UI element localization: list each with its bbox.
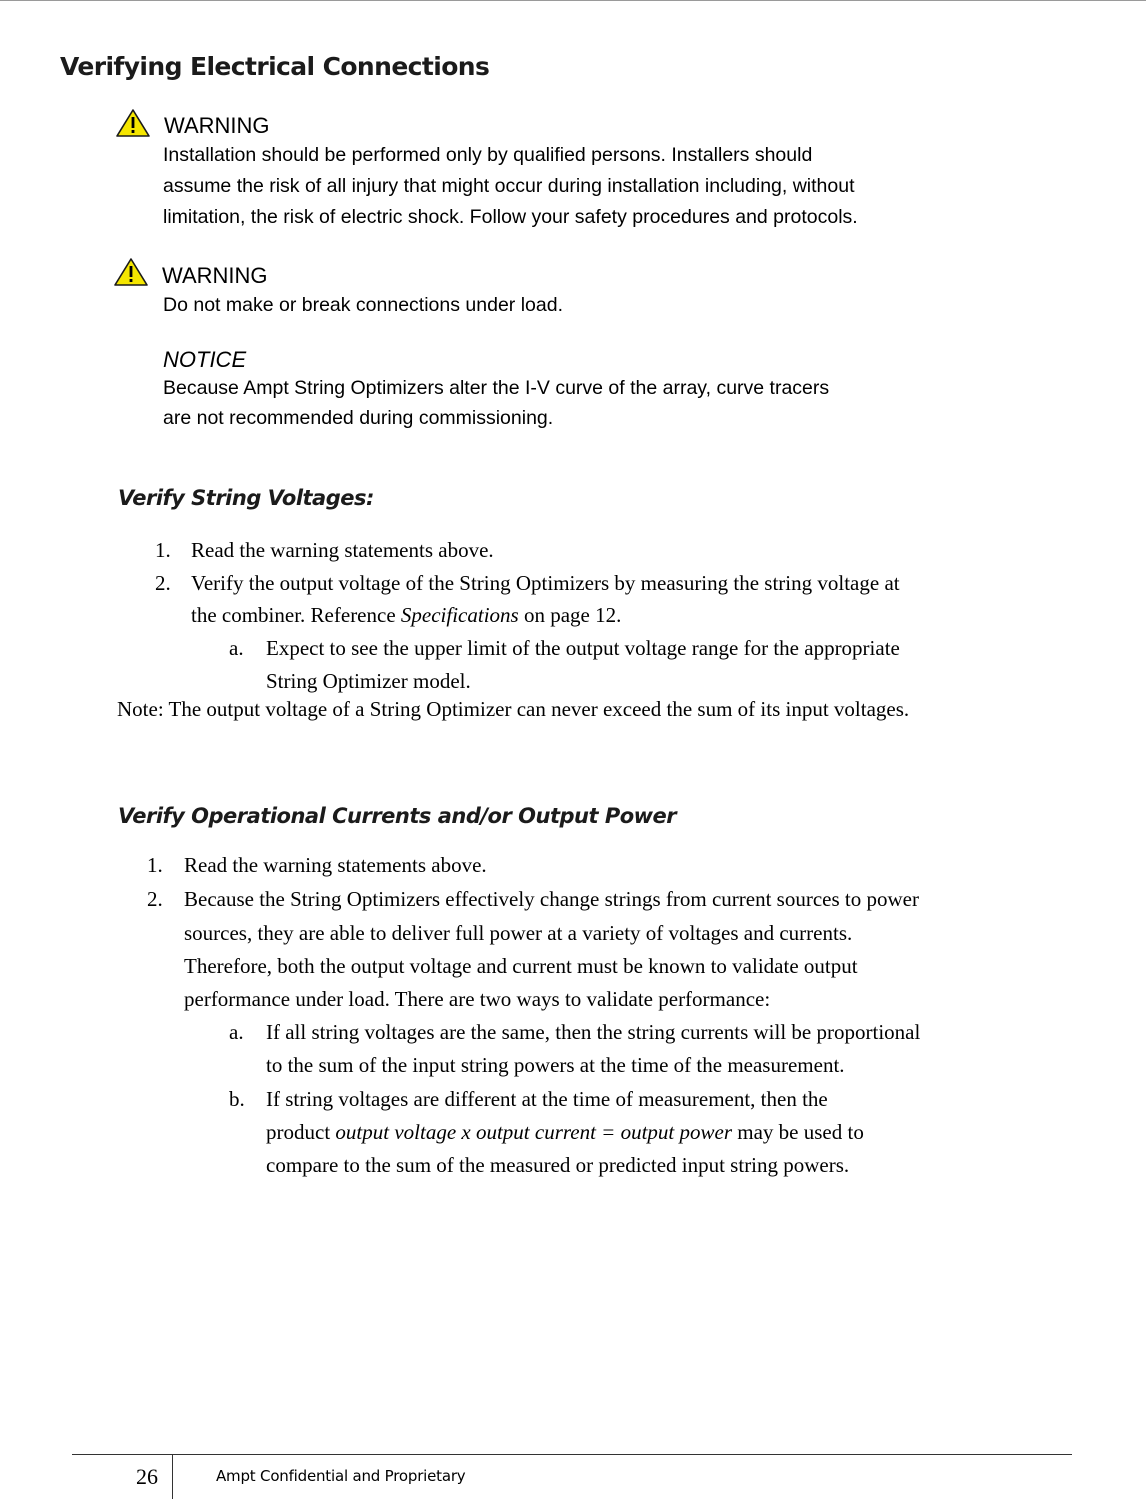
page-title: Verifying Electrical Connections: [60, 52, 490, 81]
sub-item-text: If all string voltages are the same, then the string currents will be proportional: [266, 1020, 921, 1044]
warning-text-line: limitation, the risk of electric shock. Follow your safety procedures and protocols.: [163, 206, 858, 228]
text-run: the combiner. Reference: [191, 603, 401, 627]
list-item-text: Read the warning statements above.: [184, 853, 487, 877]
sub-item-text: If string voltages are different at the time of measurement, then the: [266, 1087, 828, 1111]
footer-divider: [172, 1455, 173, 1499]
footer-rule: [72, 1454, 1072, 1455]
list-item-text: performance under load. There are two ways to validate performance:: [184, 987, 771, 1011]
section-heading: Verify Operational Currents and/or Output Power: [118, 804, 677, 828]
text-run: product: [266, 1120, 336, 1144]
top-rule: [0, 0, 1146, 1]
sub-item-text: compare to the sum of the measured or predicted input string powers.: [266, 1153, 850, 1177]
warning-text-line: Do not make or break connections under load.: [163, 294, 563, 316]
sub-item-text: to the sum of the input string powers at the time of the measurement.: [266, 1053, 845, 1077]
list-item-text: Verify the output voltage of the String Optimizers by measuring the string voltage at: [191, 571, 900, 595]
notice-text-line: are not recommended during commissioning.: [163, 407, 554, 429]
list-letter: b.: [229, 1087, 245, 1111]
list-letter: a.: [229, 1020, 244, 1044]
section-heading: Verify String Voltages:: [118, 486, 374, 510]
list-item-text: Because the String Optimizers effectively change strings from current sources to power: [184, 887, 919, 911]
list-number: 2.: [155, 571, 171, 595]
text-run: may be used to: [732, 1120, 864, 1144]
list-number: 1.: [147, 853, 163, 877]
list-item-text: [191, 603, 621, 628]
warning-text-line: assume the risk of all injury that might occur during installation including, without: [163, 175, 855, 197]
warning-title: WARNING: [162, 263, 268, 288]
sub-item-text: String Optimizer model.: [266, 669, 471, 693]
notice-title: NOTICE: [163, 347, 247, 372]
sub-item-text: Expect to see the upper limit of the output voltage range for the appropriate: [266, 636, 900, 660]
list-item-text: Read the warning statements above.: [191, 538, 494, 562]
warning-icon: [115, 108, 151, 138]
page-number: 26: [136, 1464, 158, 1489]
list-number: 2.: [147, 887, 163, 911]
warning-title: WARNING: [164, 113, 270, 138]
specifications-reference: Specifications: [400, 603, 519, 627]
notice-text-line: Because Ampt String Optimizers alter the I-V curve of the array, curve tracers: [163, 377, 830, 399]
note-text: Note: The output voltage of a String Optimizer can never exceed the sum of its input voltages.: [117, 697, 910, 721]
list-item-text: Therefore, both the output voltage and current must be known to validate output: [184, 954, 858, 978]
list-letter: a.: [229, 636, 244, 660]
list-item-text: sources, they are able to deliver full power at a variety of voltages and currents.: [184, 921, 853, 945]
sub-item-text: [266, 1120, 864, 1145]
footer-text: Ampt Confidential and Proprietary: [216, 1467, 466, 1485]
list-number: 1.: [155, 538, 171, 562]
formula-text: output voltage x output current = output power: [335, 1120, 733, 1144]
warning-icon: [113, 257, 149, 287]
text-run: on page 12.: [518, 603, 622, 627]
warning-text-line: Installation should be performed only by qualified persons. Installers should: [163, 144, 813, 166]
